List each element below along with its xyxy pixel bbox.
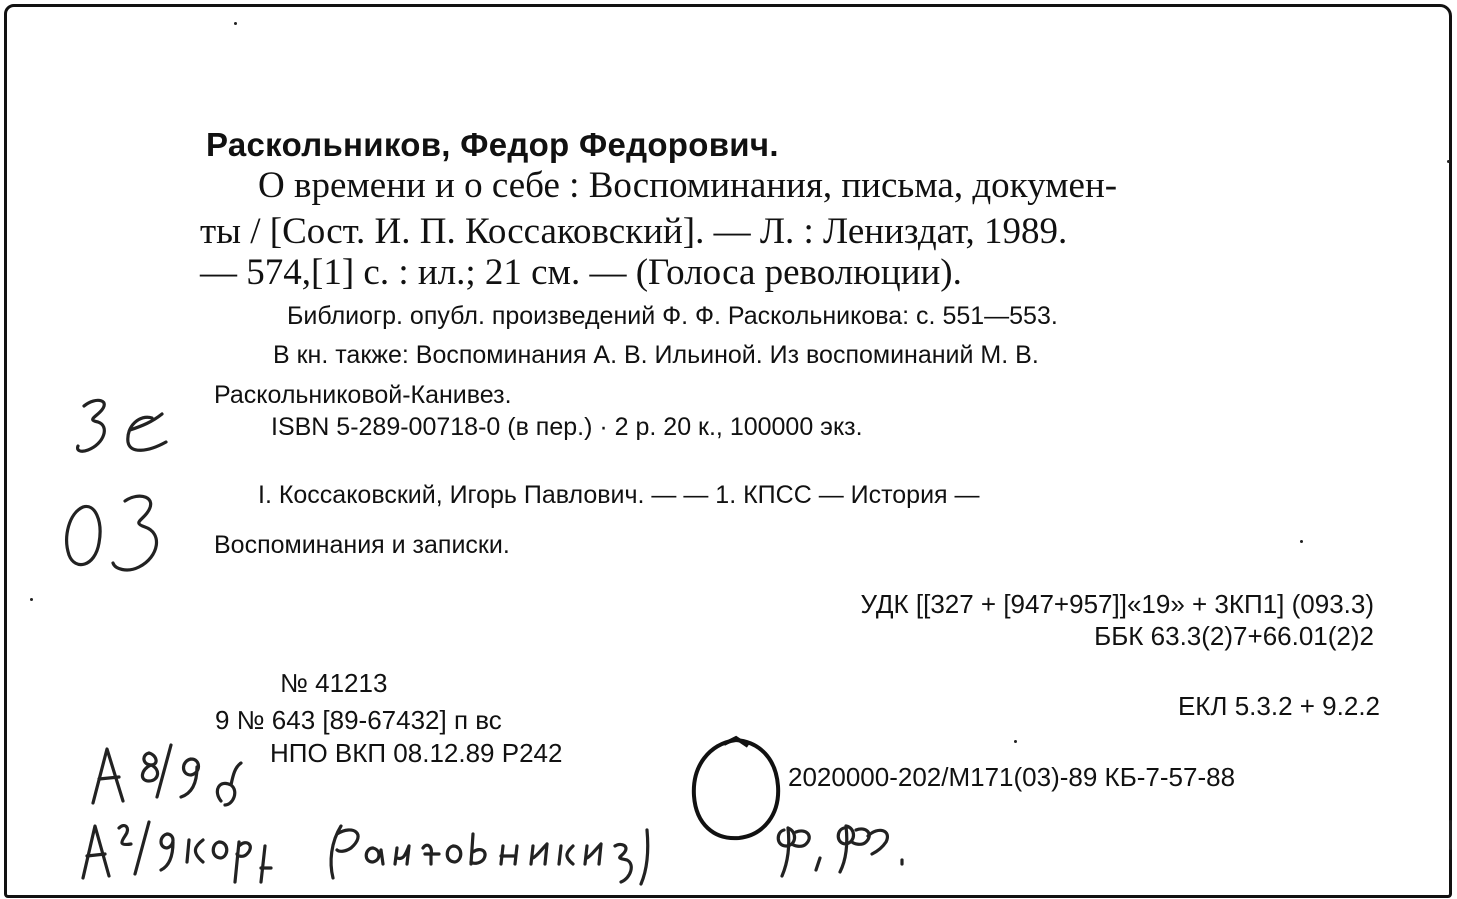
issue-line: 9 № 643 [89-67432] п вс xyxy=(215,705,502,735)
order-number: № 41213 xyxy=(280,668,388,698)
ekl-line: ЕКЛ 5.3.2 + 9.2.2 xyxy=(1177,691,1380,721)
title-line-1: О времени и о себе : Воспоминания, письма, докумен- xyxy=(258,165,1118,206)
notes-line-2: В кн. также: Воспоминания А. В. Ильиной. Из воспоминаний М. В. xyxy=(273,341,1039,369)
udk-line: УДК [[327 + [947+957]]«19» + 3КП1] (093.3) xyxy=(860,589,1374,619)
scan-speck xyxy=(1447,160,1450,163)
handwritten-margin-mid xyxy=(55,485,180,585)
scan-speck xyxy=(1449,820,1452,850)
scan-speck xyxy=(1014,740,1017,743)
notes-line-3: Раскольниковой-Канивез. xyxy=(214,381,512,409)
author-heading: Раскольников, Федор Федорович. xyxy=(206,126,779,163)
scan-speck xyxy=(30,598,33,601)
title-line-2: ты / [Сост. И. П. Коссаковский]. — Л. : Лениздат, 1989. xyxy=(200,211,1068,252)
handwritten-shelf-mark-2 xyxy=(75,812,680,892)
subject-line-2: Воспоминания и записки. xyxy=(214,531,510,559)
notes-line-1: Библиогр. опубл. произведений Ф. Ф. Раскольникова: с. 551—553. xyxy=(287,302,1058,330)
handwritten-initials xyxy=(760,806,920,886)
isbn-line: ISBN 5-289-00718-0 (в пер.) · 2 р. 20 к., 100000 экз. xyxy=(271,413,863,441)
scan-speck xyxy=(234,22,237,25)
title-line-3: — 574,[1] с. : ил.; 21 см. — (Голоса революции). xyxy=(200,252,962,293)
scan-speck xyxy=(1300,540,1303,543)
subject-line-1: I. Коссаковский, Игорь Павлович. — — 1. КПСС — История — xyxy=(258,481,980,509)
handwritten-shelf-mark-1 xyxy=(85,735,260,815)
handwritten-margin-top xyxy=(70,392,180,467)
code-line: 2020000-202/М171(03)-89 КБ-7-57-88 xyxy=(788,762,1236,792)
bbk-line: ББК 63.3(2)7+66.01(2)2 xyxy=(1094,621,1374,651)
npo-line: НПО ВКП 08.12.89 Р242 xyxy=(270,738,563,768)
